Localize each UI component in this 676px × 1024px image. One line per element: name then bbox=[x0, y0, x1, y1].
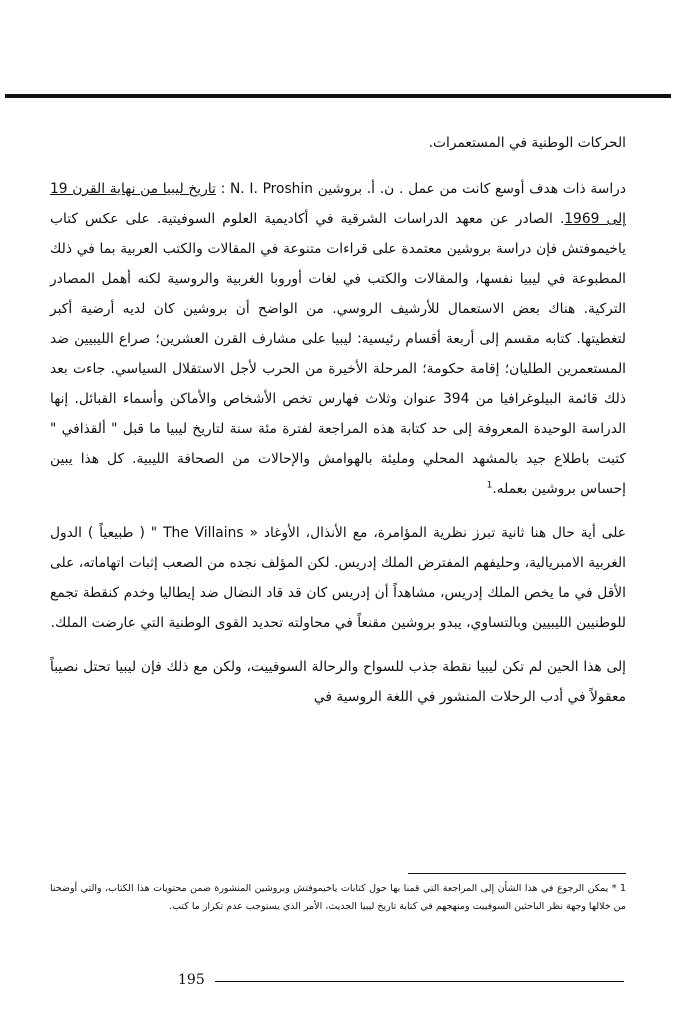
footnote-marker: 1 bbox=[619, 883, 626, 894]
paragraph-travel bbox=[50, 652, 626, 712]
paragraph-1-colon: : bbox=[215, 181, 230, 197]
footnote-text: * يمكن الرجوع في هذا الشأن إلى المراجعة التي قمنا بها حول كتابات ياخيموفتش وبروشين المنشورة ضمن محتويات هذا الكتاب، والتي أوضحنا من خلالها وجهة نظر الباحثين السوفييت ومنهجهم في كتابة تاريخ ليبيا الحديث، الأمر الذي يستوجب عدم تكرار ما كتب. bbox=[50, 883, 626, 912]
paragraph-continuation bbox=[50, 128, 626, 158]
paragraph-proshin bbox=[50, 174, 626, 504]
footnote-rule bbox=[408, 873, 626, 874]
footnote-reference: 1 bbox=[486, 480, 493, 491]
footnote bbox=[50, 880, 626, 916]
book-title-underlined: تاريخ ليبيا من نهاية القرن 19 إلى 1969 bbox=[50, 181, 626, 227]
header-rule bbox=[5, 94, 671, 98]
author-name-latin: N. I. Proshin bbox=[229, 181, 313, 197]
body-text bbox=[50, 128, 626, 726]
paragraph-conspiracy bbox=[50, 518, 626, 638]
paragraph-3-text: إلى هذا الحين لم تكن ليبيا نقطة جذب للسواح والرحالة السوفييت، ولكن مع ذلك فإن ليبيا تحتل نصيباً معقولاً في أدب الرحلات المنشور في اللغة الروسية في bbox=[50, 659, 626, 705]
villains-latin: The Villains bbox=[163, 525, 244, 541]
paragraph-2-lead: على أية حال هنا ثانية تبرز نظرية المؤامرة، مع الأنذال، الأوغاد « bbox=[243, 525, 627, 541]
paragraph-0-text: الحركات الوطنية في المستعمرات. bbox=[428, 135, 626, 151]
paragraph-1-body: . الصادر عن معهد الدراسات الشرقية في أكاديمية العلوم السوفيتية. على عكس كتاب ياخيموفتش فإن دراسة بروشين معتمدة على قراءات متنوعة في المقالات والكتب العربية بما في ذلك المطبوعة في ليبيا نفسها، والمقالات والكتب في لغات أوروبا الغربية والروسية لكنه أهمل المصادر التركية. هناك بعض الاستعمال للأرشيف الروسي. من الواضح أن بروشين كان لديه أرضية أكبر لتغطيتها. كتابه مقسم إلى أربعة أقسام رئيسية: ليبيا على مشارف القرن العشرين؛ صراع الليبيين ضد المستعمرين الطليان؛ إقامة حكومة؛ المرحلة الأخيرة من الحرب لأجل الاستقلال السياسي. جاءت بعد ذلك قائمة البيلوغرافيا من 394 عنوان وثلاث فهارس تخص الأشخاص والأماكن وأسماء القبائل. إنها الدراسة الوحيدة المعروفة إلى حد كتابة هذه المراجعة لفترة مئة سنة لتاريخ ليبيا ما قبل " ألقذافي " كتبت باطلاع جيد بالمشهد المحلي ومليئة بالهوامش والإحالات من الصحافة الليبية. كل هذا يبين إحساس بروشين بعمله. bbox=[50, 211, 627, 497]
paragraph-1-lead: دراسة ذات هدف أوسع كانت من عمل . ن. أ. بروشين bbox=[313, 181, 626, 197]
page-number: 195 bbox=[178, 972, 205, 988]
paragraph-2-body: " ( طبيعياً ) الدول الغربية الامبريالية، وحليفهم المفترض الملك إدريس. لكن المؤلف نجده من الصعب إثبات اتهاماته، على الأقل في ما يخص الملك إدريس، مشاهداً أن إدريس كان قد قاد النضال ضد إيطاليا وخدم كنقطة تجمع للوطنيين الليبيين وبالتساوي، يبدو بروشين مقنعاً في محاولته تحديد القوى الوطنية التي عارضت الملك. bbox=[50, 525, 626, 631]
footer-rule bbox=[215, 981, 624, 982]
